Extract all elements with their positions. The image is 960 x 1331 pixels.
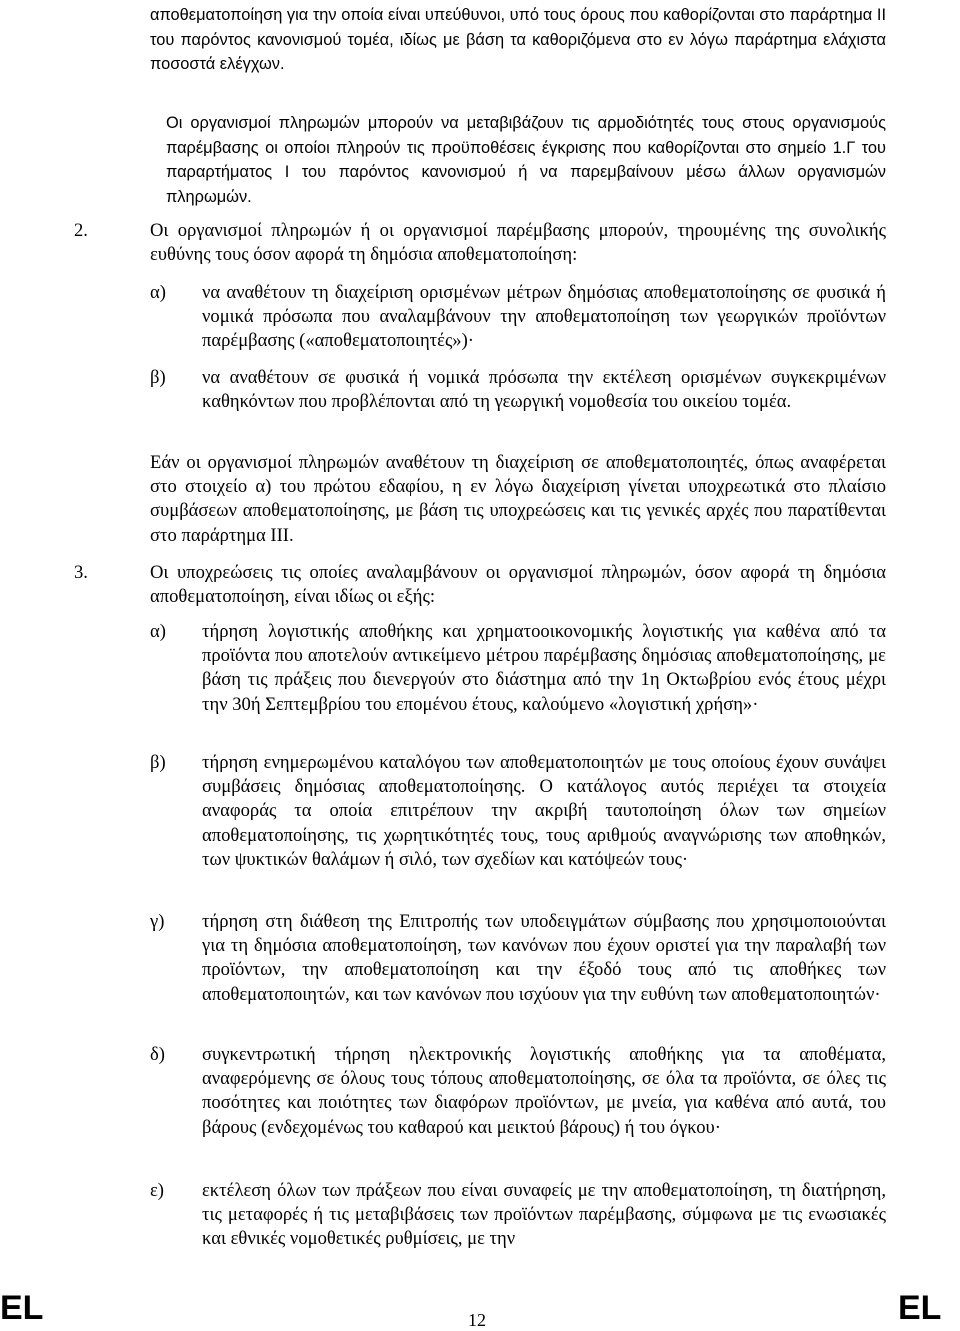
section-3-item-c-label: γ) (150, 911, 165, 932)
intro-paragraph: Οι οργανισμοί πληρωμών μπορούν να μεταβιβάζουν τις αρμοδιότητές τους στους οργανισμούς παρέμβασης οι οποίοι πληρούν τις προϋποθέσεις έγκρισης που καθορίζονται στο σημείο 1.Γ του παραρτήματος Ι του παρόντος κανονισμού ή να παρεμβαίνουν μέσω άλλων οργανισμών πληρωμών. (166, 114, 886, 206)
section-3-text: Οι υποχρεώσεις τις οποίες αναλαμβάνουν οι οργανισμοί πληρωμών, όσον αφορά τη δημόσια αποθεματοποίηση, είναι ιδίως οι εξής: (150, 562, 886, 608)
section-3-item-a-text: τήρηση λογιστικής αποθήκης και χρηματοοικονομικής λογιστικής για καθένα από τα προϊόντα που αποτελούν αντικείμενο μέτρου παρέμβασης δημόσιας αποθεματοποίησης, με βάση τις πράξεις που διενεργούν στο διάστημα από την 1η Οκτωβρίου ενός έτους μέχρι την 30ή Σεπτεμβρίου του επομένου έτους, καλούμενο «λογιστική χρήση»· (202, 621, 886, 715)
section-2-item-b-text: να αναθέτουν σε φυσικά ή νομικά πρόσωπα την εκτέλεση ορισμένων συγκεκριμένων καθηκόντων που προβλέπονται από τη γεωργική νομοθεσία του οικείου τομέα. (202, 367, 886, 413)
footer-language-right: EL (898, 1289, 942, 1327)
section-2-text: Οι οργανισμοί πληρωμών ή οι οργανισμοί παρέμβασης μπορούν, τηρουμένης της συνολικής ευθύνης τους όσον αφορά τη δημόσια αποθεματοποίηση: (150, 220, 886, 266)
section-3-item-b-text: τήρηση ενημερωμένου καταλόγου των αποθεματοποιητών με τους οποίους έχουν συνάψει συμβάσεις δημόσιας αποθεματοποίησης. Ο κατάλογος αυτός περιέχει τα στοιχεία αναφοράς τα οποία επιτρέπουν την ακριβή ταυτοποίηση όλων των σημείων αποθεματοποίησης, τις χωρητικότητές τους, τους αριθμούς αναγνώρισης των αποθηκών, των ψυκτικών θαλάμων ή σιλό, των σχεδίων και κατόψεών τους· (202, 752, 886, 870)
section-2-item-a-label: α) (150, 282, 166, 303)
page-number: 12 (468, 1310, 486, 1330)
section-2-closing: Εάν οι οργανισμοί πληρωμών αναθέτουν τη διαχείριση σε αποθεματοποιητές, όπως αναφέρεται στο στοιχείο α) του πρώτου εδαφίου, η εν λόγω διαχείριση γίνεται υποχρεωτικά στο πλαίσιο συμβάσεων αποθεματοποίησης, με βάση τις υποχρεώσεις και τις γενικές αρχές που παρατίθενται στο παράρτημα ΙΙΙ. (150, 452, 886, 546)
section-3-item-a-label: α) (150, 621, 166, 642)
section-3-item-e-label: ε) (150, 1180, 164, 1201)
section-2-item-a-text: να αναθέτουν τη διαχείριση ορισμένων μέτρων δημόσιας αποθεματοποίησης σε φυσικά ή νομικά πρόσωπα που αναλαμβάνουν την αποθεματοποίηση των γεωργικών προϊόντων παρέμβασης («αποθεματοποιητές»)· (202, 282, 886, 352)
section-3-number: 3. (74, 562, 88, 583)
section-2-number: 2. (74, 220, 88, 241)
section-2-item-b-label: β) (150, 367, 166, 388)
footer-language-left: EL (0, 1289, 44, 1327)
intro-continuation: αποθεματοποίηση για την οποία είναι υπεύθυνοι, υπό τους όρους που καθορίζονται στο παράρτημα ΙΙ του παρόντος κανονισμού τομέα, ιδίως με βάση τα καθοριζόμενα στο εν λόγω παράρτημα ελάχιστα ποσοστά ελέγχων. (150, 6, 886, 73)
section-3-item-b-label: β) (150, 752, 166, 773)
section-3-item-c-text: τήρηση στη διάθεση της Επιτροπής των υποδειγμάτων σύμβασης που χρησιμοποιούνται για τη δημόσια αποθεματοποίηση, των κανόνων που έχουν οριστεί για την παραλαβή των προϊόντων, την αποθεματοποίηση και την έξοδό τους από τις αποθήκες των αποθεματοποιητών, και των κανόνων που ισχύουν για την ευθύνη των αποθεματοποιητών· (202, 911, 886, 1005)
section-3-item-d-text: συγκεντρωτική τήρηση ηλεκτρονικής λογιστικής αποθήκης για τα αποθέματα, αναφερόμενης σε όλους τους τόπους αποθεματοποίησης, σε όλα τα προϊόντα, σε όλες τις ποσότητες και ποιότητες των διαφόρων προϊόντων, με μνεία, για καθένα από αυτά, του βάρους (ενδεχομένως του καθαρού και μεικτού βάρους) ή του όγκου· (202, 1044, 886, 1138)
section-3-item-e-text: εκτέλεση όλων των πράξεων που είναι συναφείς με την αποθεματοποίηση, τη διατήρηση, τις μεταφορές ή τις μεταβιβάσεις των προϊόντων παρέμβασης, σύμφωνα με τις ενωσιακές και εθνικές νομοθετικές ρυθμίσεις, με την (202, 1180, 886, 1250)
section-3-item-d-label: δ) (150, 1044, 165, 1065)
